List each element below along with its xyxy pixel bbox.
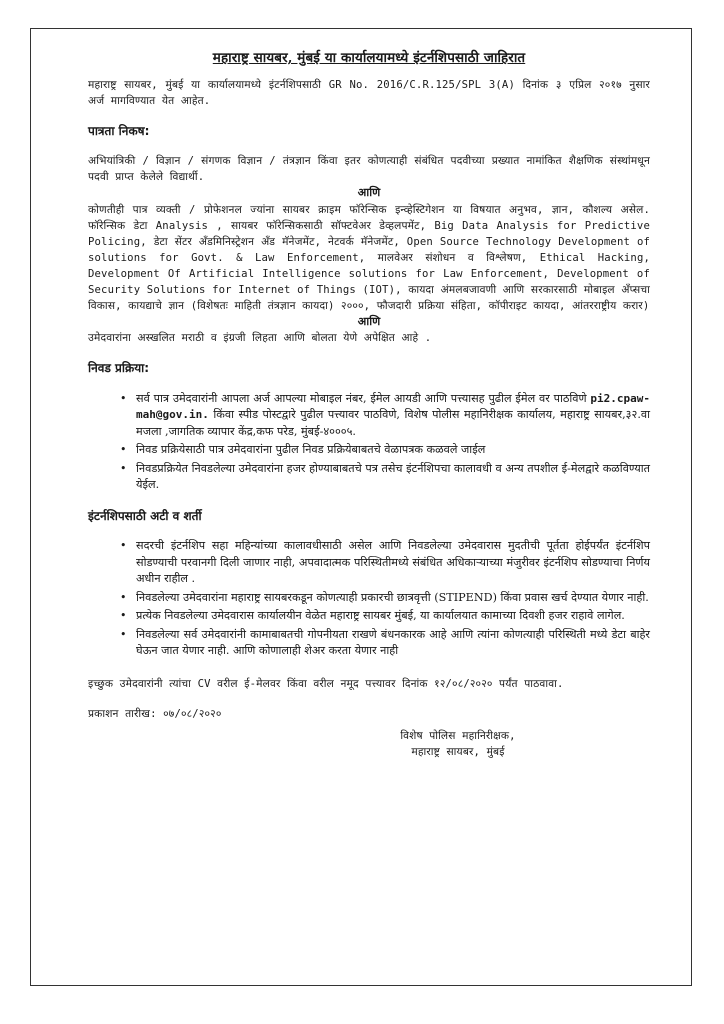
eligibility-heading: पात्रता निकष: (88, 123, 150, 138)
and-separator-2: आणि (357, 314, 381, 328)
terms-list (88, 538, 650, 660)
signature-line-1: विशेष पोलिस महानिरीक्षक, (400, 729, 516, 742)
selection-item-3 (120, 461, 650, 494)
and-separator-1: आणि (357, 186, 381, 199)
selection-item-2 (120, 442, 650, 459)
terms-item-1 (120, 538, 650, 588)
terms-heading: इंटर्नशिपसाठी अटी व शर्ती (88, 508, 202, 523)
bullet-icon: • (120, 391, 127, 405)
terms-item-2 (120, 590, 650, 607)
closing-paragraph: इच्छुक उमेदवारांनी त्यांचा CV वरील ई-मेलवर किंवा वरील नमूद पत्त्यावर दिनांक १२/०८/२०२० पर्यंत पाठवावा. (88, 677, 564, 690)
selection-list (88, 391, 650, 494)
bullet-icon: • (120, 443, 127, 456)
eligibility-paragraph-1: अभियांत्रिकी / विज्ञान / संगणक विज्ञान / तंत्रज्ञान किंवा इतर कोणत्याही संबंधित पदवीच्या प्रख्यात नामांकित शैक्षणिक संस्थांमधून पदवी प्राप्त केलेले विद्यार्थी. (88, 155, 650, 183)
selection-item-1-address: किंवा स्पीड पोस्टद्वारे पुढील पत्त्यावर पाठविणे, विशेष पोलीस महानिरीक्षक कार्यालय, महाराष्ट्र सायबर,३२.वा मजला ,जागतिक व्यापार केंद्र,कफ परेड, मुंबई-४०००५. (136, 408, 650, 438)
document-body (88, 50, 650, 760)
terms-item-4-text: निवडलेल्या सर्व उमेदवारांनी कामाबाबतची गोपनीयता राखणे बंधनकारक आहे आणि त्यांना कोणत्याही परिस्थिती मध्ये डेटा बाहेर घेऊन जात येणार नाही. आणि कोणालाही शेअर करता येणार नाही (136, 627, 650, 657)
intro-paragraph: महाराष्ट्र सायबर, मुंबई या कार्यालयामध्ये इंटर्नशिपसाठी GR No. 2016/C.R.125/SPL 3(A) दिनांक ३ एप्रिल २०१७ नुसार अर्ज मागविण्यात येत आहेत. (88, 78, 650, 107)
page-title: महाराष्ट्र सायबर, मुंबई या कार्यालयामध्ये इंटर्नशिपसाठी जाहिरात (212, 50, 526, 66)
terms-item-4 (120, 627, 650, 660)
bullet-icon: • (120, 609, 127, 622)
selection-item-1-text: सर्व पात्र उमेदवारांनी आपला अर्ज आपल्या मोबाइल नंबर, ईमेल आयडी आणि पत्त्यासह पुढील ईमेल वर पाठविणे (136, 391, 591, 405)
terms-item-1-text: सदरची इंटर्नशिप सहा महिन्यांच्या कालावधीसाठी असेल आणि निवडलेल्या उमेदवारास मुदतीची पूर्तता होईपर्यंत इंटर्नशिप सोडण्याची परवानगी दिली जाणार नाही, अपवादात्मक परिस्थितीमध्ये संबंधित अधिकाऱ्याच्या मंजुरीवर इंटर्नशिप सोडण्याचा निर्णय अधीन राहील . (136, 539, 650, 585)
bullet-icon: • (120, 461, 127, 475)
terms-item-2-text: निवडलेल्या उमेदवारांना महाराष्ट्र सायबरकडून कोणत्याही प्रकारची छात्रवृत्ती (STIPEND) किंवा प्रवास खर्च देण्यात येणार नाही. (136, 590, 649, 604)
terms-item-3 (120, 608, 650, 625)
selection-item-1 (120, 391, 650, 441)
bullet-icon: • (120, 627, 127, 641)
eligibility-paragraph-2: कोणतीही पात्र व्यक्ती / प्रोफेशनल ज्यांना सायबर क्राइम फॉरेन्सिक इन्व्हेस्टिगेशन या विषयात अनुभव, ज्ञान, कौशल्य असेल. फॉरेन्सिक डेटा Analysis , सायबर फॉरेन्सिकसाठी सॉफ्टवेअर डेव्हलपमेंट, Big Data Analysis for Predictive Policing, डेटा सेंटर अँडमिनिस्ट्रेशन अँड मॅनेजमेंट, नेटवर्क मॅनेजमेंट, Open Source Technology Development of solutions for Govt. & Law Enforcement, मालवेअर संशोधन व विश्लेषण, Ethical Hacking, Development Of Artificial Intelligence solutions for Law Enforcement, Development of Security Solutions for Internet of Things (IOT), कायदा अंमलबजावणी आणि सरकारसाठी मोबाइल अँप्सचा विकास, कायद्याचे ज्ञान (विशेषतः माहिती तंत्रज्ञान कायदा) २०००, फौजदारी प्रक्रिया संहिता, कॉपीराइट कायदा, आंतरराष्ट्रीय करार) (88, 203, 650, 312)
bullet-icon: • (120, 539, 127, 552)
publication-date: प्रकाशन तारीख: ०७/०८/२०२० (88, 707, 222, 720)
selection-item-3-text: निवडप्रक्रियेत निवडलेल्या उमेदवारांना हजर होण्याबाबतचे पत्र तसेच इंटर्नशिपचा कालावधी व अन्य तपशील ई-मेलद्वारे कळविण्यात येईल. (136, 461, 650, 491)
selection-item-2-text: निवड प्रक्रियेसाठी पात्र उमेदवारांना पुढील निवड प्रक्रियेबाबतचे वेळापत्रक कळवले जाईल (136, 443, 486, 456)
bullet-icon: • (120, 590, 127, 604)
selection-heading: निवड प्रक्रिया: (88, 361, 150, 375)
email-link[interactable]: pi2.cpaw-mah@gov.in. (136, 391, 650, 421)
eligibility-paragraph-3: उमेदवारांना अस्खलित मराठी व इंग्रजी लिहता आणि बोलता येणे अपेक्षित आहे . (88, 332, 432, 344)
terms-item-3-text: प्रत्येक निवडलेल्या उमेदवारास कार्यालयीन वेळेत महाराष्ट्र सायबर मुंबई, या कार्यालयात कामाच्या दिवशी हजर राहावे लागेल. (136, 609, 625, 622)
signature-block (358, 728, 558, 760)
signature-line-2: महाराष्ट्र सायबर, मुंबई (411, 745, 505, 758)
